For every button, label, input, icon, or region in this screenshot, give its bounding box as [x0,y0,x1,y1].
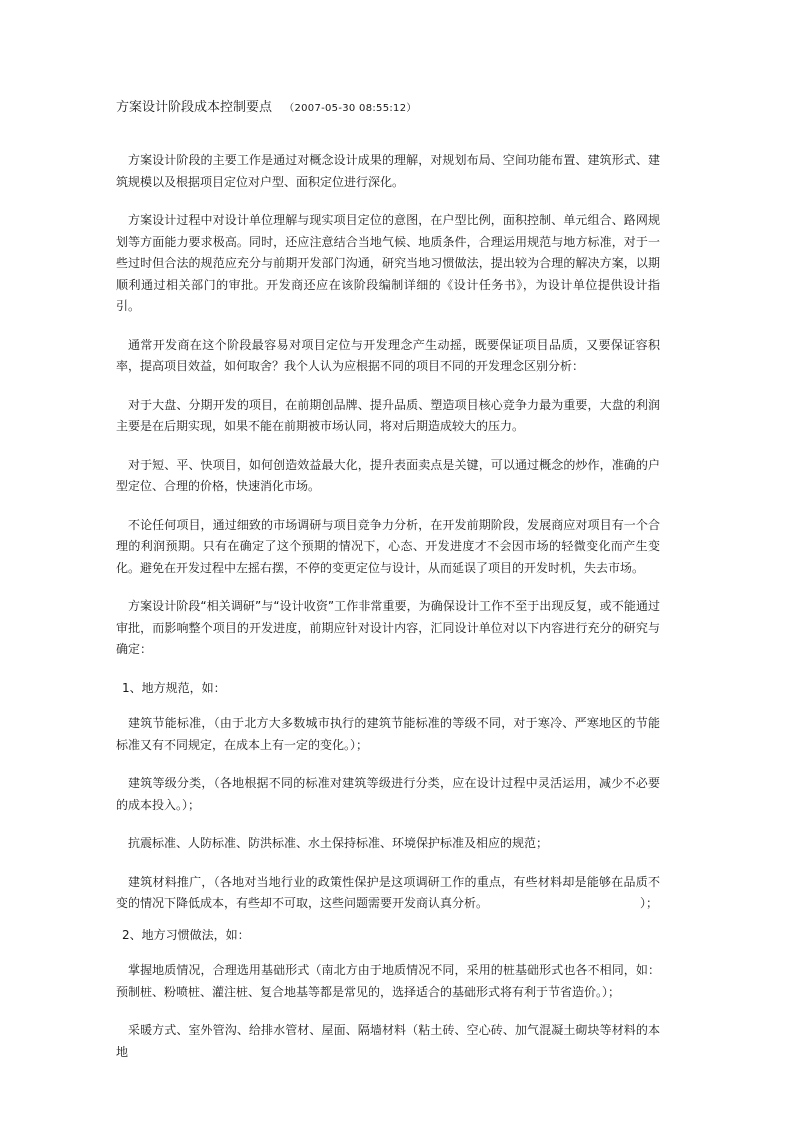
document-title: 方案设计阶段成本控制要点 [116,100,273,115]
list-item: 建筑等级分类，（各地根据不同的标准对建筑等级进行分类，应在设计过程中灵活运用，减少不必要的成本投入。）； [116,776,660,812]
list-item: 建筑节能标准，（由于北方大多数城市执行的建筑节能标准的等级不同，对于寒冷、严寒地区的节能标准又有不同规定，在成本上有一定的变化。）； [116,716,660,752]
paragraph: 对于短、平、快项目，如何创造效益最大化，提升表面卖点是关键，可以通过概念的炒作，准确的户型定位、合理的价格，快速消化市场。 [116,457,660,493]
paragraph: 方案设计过程中对设计单位理解与现实项目定位的意图，在户型比例，面积控制、单元组合、路网规划等方面能力要求极高。同时，还应注意结合当地气候、地质条件，合理运用规范与地方标准，对于一些过时但合法的规范应充分与前期开发部门沟通，研究当地习惯做法，提出较为合理的解决方案，以期顺利通过相关部门的审批。开发商还应在该阶段编制详细的《设计任务书》，为设计单位提供设计指引。 [116,213,660,313]
document-body [116,150,660,1080]
paragraph: 通常开发商在这个阶段最容易对项目定位与开发理念产生动摇，既要保证项目品质，又要保证容积率，提高项目效益，如何取舍？我个人认为应根据不同的项目不同的开发理念区别分析： [116,337,660,373]
paragraph: 方案设计阶段“相关调研”与“设计收资”工作非常重要，为确保设计工作不至于出现反复，或不能通过审批，而影响整个项目的开发进度，前期应针对设计内容，汇同设计单位对以下内容进行充分的研究与确定： [116,599,660,656]
document-header [116,96,417,115]
document-timestamp: （2007-05-30 08:55:12） [284,103,417,114]
list-item-tail: ）； [639,896,658,910]
list-item-text: 建筑材料推广，（各地对当地行业的政策性保护是这项调研工作的重点，有些材料却是能够在品质不变的情况下降低成本，有些却不可取，这些问题需要开发商认真分析。 [116,874,660,910]
section-heading: 2、地方习惯做法，如： [122,927,250,942]
list-item: 掌握地质情况，合理选用基础形式（南北方由于地质情况不同，采用的桩基础形式也各不相同，如：预制桩、粉喷桩、灌注桩、复合地基等都是常见的，选择适合的基础形式将有利于节省造价。）； [116,963,660,999]
section-heading: 1、地方规范，如： [122,680,226,695]
list-item [116,872,660,915]
paragraph: 对于大盘、分期开发的项目，在前期创品牌、提升品质、塑造项目核心竞争力最为重要，大盘的利润主要是在后期实现，如果不能在前期被市场认同，将对后期造成较大的压力。 [116,397,660,433]
list-item: 采暖方式、室外管沟、给排水管材、屋面、隔墙材料（粘土砖、空心砖、加气混凝土砌块等材料的本地 [116,1023,660,1059]
paragraph: 不论任何项目，通过细致的市场调研与项目竞争力分析，在开发前期阶段，发展商应对项目有一个合理的利润预期。只有在确定了这个预期的情况下，心态、开发进度才不会因市场的轻微变化而产生变化。避免在开发过程中左摇右摆，不停的变更定位与设计，从而延误了项目的开发时机，失去市场。 [116,517,660,575]
paragraph: 方案设计阶段的主要工作是通过对概念设计成果的理解，对规划布局、空间功能布置、建筑形式、建筑规模以及根据项目定位对户型、面积定位进行深化。 [116,153,660,189]
list-item: 抗震标准、人防标准、防洪标准、水土保持标准、环境保护标准及相应的规范； [128,836,549,850]
